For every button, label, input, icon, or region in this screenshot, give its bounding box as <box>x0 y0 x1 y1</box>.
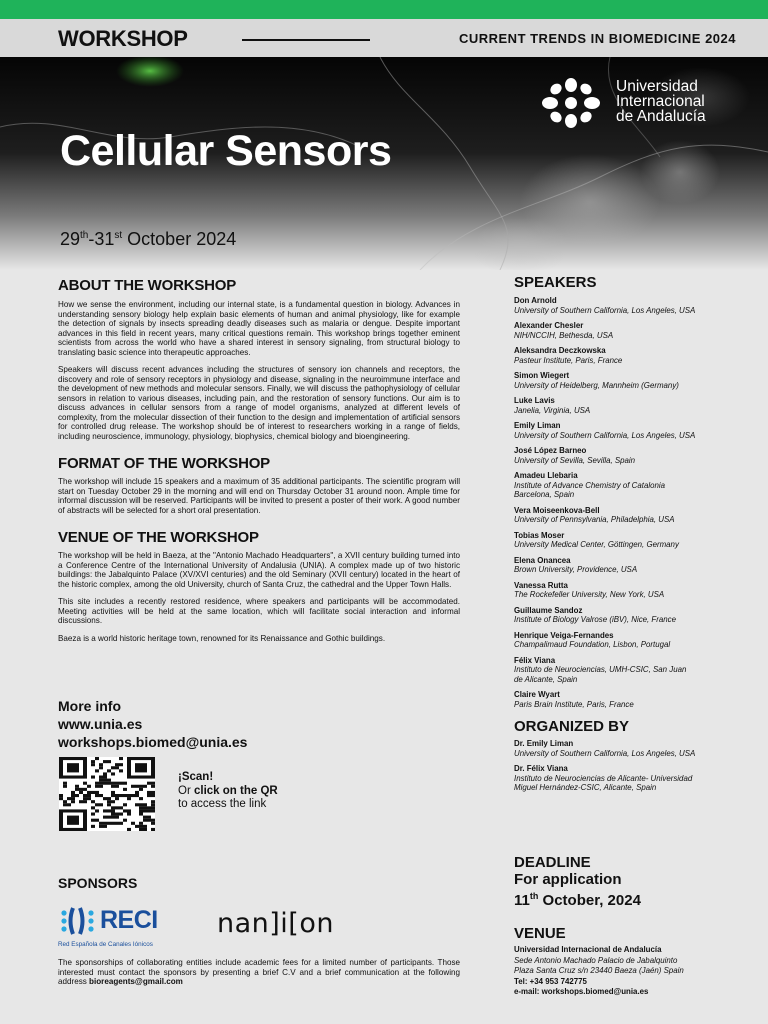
speaker-name: Alexander Chesler <box>514 321 584 330</box>
organizer-name: Dr. Félix Viana <box>514 764 568 773</box>
series-subtitle: CURRENT TRENDS IN BIOMEDICINE 2024 <box>458 31 736 46</box>
speaker-item <box>514 346 754 365</box>
scan-instructions: ¡Scan! Or click on the QR to access the link <box>178 771 278 810</box>
venue-name: Universidad Internacional de Andalucía <box>514 945 662 954</box>
speaker-name: Tobias Moser <box>514 530 565 540</box>
speaker-name: José López Barneo <box>514 446 587 455</box>
left-column <box>58 270 460 643</box>
deadline-label: For application <box>514 870 622 888</box>
right-column <box>514 270 754 799</box>
speaker-item <box>514 371 754 390</box>
more-info-heading: More info <box>58 698 121 714</box>
nanion-logo[interactable]: nan]i[on <box>217 908 334 939</box>
venue-block <box>514 925 684 998</box>
reci-subtitle: Red Española de Canales Iónicos <box>58 941 153 948</box>
speaker-item <box>514 421 754 440</box>
venue-paragraph-1: The workshop will be held in Baeza, at the "Antonio Machado Headquarters", a XVII century building turned into a Conference Centre of the International University of Andalusia (UNIA). A complex made up of two historic buildings: the Jabalquinto Palace (XV/XVI centuries) and the old Seminary (XVII century) located in the heart of the historic complex, among the old University, church of Santa Cruz, the cathedral and the Upper Town Halls. <box>58 551 460 589</box>
top-accent-bar <box>0 0 768 19</box>
sponsors-heading: SPONSORS <box>58 875 138 891</box>
deadline-block <box>514 855 641 910</box>
speaker-name: Félix Viana <box>514 655 556 665</box>
organizers-list <box>514 739 754 793</box>
speaker-name: Luke Lavis <box>514 396 555 405</box>
about-heading: ABOUT THE WORKSHOP <box>58 277 237 294</box>
speaker-name: Vanessa Rutta <box>514 580 568 590</box>
speakers-heading: SPEAKERS <box>514 274 597 291</box>
workshop-dates: 29th-31st October 2024 <box>60 229 237 249</box>
reci-wordmark: RECI <box>100 906 158 934</box>
website-link[interactable]: www.unia.es <box>58 716 143 732</box>
venue-address-1: Sede Antonio Machado Palacio de Jabalquinto <box>514 955 678 965</box>
venue-phone[interactable]: Tel: +34 953 742775 <box>514 976 587 986</box>
venue-heading: VENUE <box>514 925 566 942</box>
speaker-name: Vera Moiseenkova-Bell <box>514 505 600 515</box>
sponsor-email[interactable]: bioreagents@gmail.com <box>89 977 183 986</box>
speaker-affiliation: University Medical Center, Göttingen, Germany <box>514 540 679 549</box>
speaker-item <box>514 556 754 575</box>
speaker-affiliation: Pasteur Institute, Paris, France <box>514 355 623 365</box>
university-name: Universidad Internacional de Andalucía <box>616 78 706 125</box>
speaker-name: Emily Liman <box>514 421 561 430</box>
about-paragraph-1: How we sense the environment, including our internal state, is a fundamental question in biology. Advances in understanding sensory biology help explain basic elements of human and animal physiology, like for example the detection of signals by insects spreading deadly diseases such as malaria or dengue. Despite important advances in this field in recent years, many critical questions remain. This workshop brings together eminent scientists from across the world who have a shared interest in sensory signaling, from structural biology to translating basic science into therapeutic approaches. <box>58 300 460 357</box>
organizer-item <box>514 739 754 758</box>
speaker-affiliation: Paris Brain Institute, Paris, France <box>514 699 634 709</box>
format-paragraph: The workshop will include 15 speakers and a maximum of 35 additional participants. The scientific program will start on Tuesday October 29 in the morning and will end on Thursday October 31 around noon. Ample time for informal discussion will be reserved. Participants will be invited to present a poster of their work. A good number of abstracts will be selected for a short oral presentation. <box>58 477 460 515</box>
venue-email[interactable]: e-mail: workshops.biomed@unia.es <box>514 987 649 996</box>
speaker-item <box>514 531 754 550</box>
speaker-item <box>514 506 754 525</box>
speaker-name: Amadeu Llebaria <box>514 471 578 480</box>
venue-paragraph-3: Baeza is a world historic heritage town, renowned for its Renaissance and Gothic buildings. <box>58 633 386 643</box>
hero-banner <box>0 57 768 270</box>
speaker-affiliation: Institute of Biology Valrose (iBV), Nice, France <box>514 615 676 624</box>
venue-paragraph-2: This site includes a recently restored residence, where speakers and participants will be accommodated. Meeting activities will be held at the same location, which will facilitate social interaction and informal discussions. <box>58 597 460 625</box>
about-paragraph-2: Speakers will discuss recent advances including the structures of sensory ion channels and receptors, the discovery and role of sensory receptors in physiology and disease, signaling in the neuroimmune interface and the development of new methods and molecular sensors. Finally, we will discuss the pathophysiology of cellular sensors in relation to various diseases, including pain, and the restoration of sensory functions. Our aim is to discuss advances in cellular sensors from a range of model organisms, analyzed at different levels of complexity, from the molecular dissection of their function to the design and implementation of artificial sensors for controlled drug release. The workshop should be of interest to researchers working in a range of fields, including neuroscience, immunology, physiology, biophysics, chemical biology and bioengineering. <box>58 365 460 441</box>
speaker-affiliation: Janelia, Virginia, USA <box>514 405 591 415</box>
deadline-date: 11th October, 2024 <box>514 891 641 909</box>
venue-workshop-heading: VENUE OF THE WORKSHOP <box>58 529 259 546</box>
email-link[interactable]: workshops.biomed@unia.es <box>58 734 248 750</box>
speaker-item <box>514 656 754 685</box>
speaker-name: Henrique Veiga-Fernandes <box>514 630 614 640</box>
speaker-name: Simon Wiegert <box>514 371 570 380</box>
sponsorship-note: The sponsorships of collaborating entities include academic fees for a limited number of participants. Those interested must contact the sponsors by presenting a brief C.V and a brief communication at the following address bioreagents@gmail.com <box>58 958 460 986</box>
organizer-item <box>514 764 754 793</box>
deadline-heading: DEADLINE <box>514 854 591 871</box>
organizer-affiliation: University of Southern California, Los Angeles, USA <box>514 748 696 758</box>
speaker-item <box>514 606 754 625</box>
reci-ion-icon <box>58 904 104 938</box>
speaker-affiliation: The Rockefeller University, New York, USA <box>514 590 665 599</box>
speaker-affiliation: University of Heidelberg, Mannheim (Germany) <box>514 380 679 390</box>
workshop-label: WORKSHOP <box>58 26 188 51</box>
more-info-block <box>58 697 247 751</box>
organizer-name: Dr. Emily Liman <box>514 739 574 748</box>
venue-address-2: Plaza Santa Cruz s/n 23440 Baeza (Jaén) Spain <box>514 966 684 975</box>
title-bar <box>0 19 768 57</box>
speaker-item <box>514 631 754 650</box>
speaker-item <box>514 321 754 340</box>
title-divider <box>242 39 370 41</box>
speaker-item <box>514 471 754 500</box>
speaker-affiliation: Instituto de Neurociencias, UMH-CSIC, San Juan de Alicante, Spain <box>514 665 687 684</box>
speaker-name: Elena Onancea <box>514 555 571 565</box>
speaker-affiliation: University of Southern California, Los Angeles, USA <box>514 305 696 315</box>
speaker-name: Aleksandra Deczkowska <box>514 346 606 355</box>
qr-code[interactable] <box>59 757 155 831</box>
speaker-affiliation: Institute of Advance Chemistry of Catalonia Barcelona, Spain <box>514 480 666 499</box>
speaker-affiliation: University of Pennsylvania, Philadelphia, USA <box>514 515 675 524</box>
speaker-name: Guillaume Sandoz <box>514 605 583 615</box>
unia-logo-icon <box>538 77 604 129</box>
organized-heading: ORGANIZED BY <box>514 718 630 735</box>
organizer-affiliation: Instituto de Neurociencias de Alicante- Universidad Miguel Hernández-CSIC, Alicante, Spain <box>514 773 693 792</box>
speaker-affiliation: University of Sevilla, Sevilla, Spain <box>514 455 636 465</box>
speaker-name: Claire Wyart <box>514 690 560 699</box>
speaker-affiliation: NIH/NCCIH, Bethesda, USA <box>514 330 614 340</box>
speaker-affiliation: Champalimaud Foundation, Lisbon, Portugal <box>514 640 671 649</box>
reci-logo[interactable] <box>58 902 178 950</box>
speaker-name: Don Arnold <box>514 296 557 305</box>
speakers-list <box>514 296 754 709</box>
speaker-item <box>514 581 754 600</box>
speaker-affiliation: University of Southern California, Los Angeles, USA <box>514 430 696 440</box>
format-heading: FORMAT OF THE WORKSHOP <box>58 455 270 472</box>
speaker-item <box>514 396 754 415</box>
speaker-item <box>514 296 754 315</box>
speaker-affiliation: Brown University, Providence, USA <box>514 565 638 574</box>
speaker-item <box>514 690 754 709</box>
speaker-item <box>514 446 754 465</box>
workshop-title: Cellular Sensors <box>60 127 392 175</box>
